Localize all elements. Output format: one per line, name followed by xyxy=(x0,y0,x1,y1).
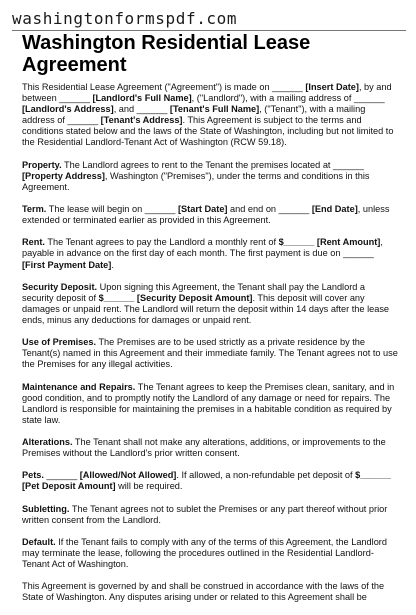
term-text-2: and end on ______ xyxy=(227,204,312,215)
document-title xyxy=(22,32,402,76)
maintenance-heading: Maintenance and Repairs. xyxy=(22,381,136,392)
rent-text-3: . xyxy=(111,259,114,270)
deposit-heading: Security Deposit. xyxy=(22,281,98,292)
rent-paragraph xyxy=(22,237,398,270)
alterations-paragraph xyxy=(22,437,398,459)
tenant-address-field: [Tenant's Address] xyxy=(100,115,183,126)
term-paragraph xyxy=(22,204,398,226)
intro-text-5: , ("Tenant"), with a mailing address of ______ xyxy=(22,104,366,126)
alterations-text-1: The Tenant shall not make any alterations, additions, or improvements to the Premises without the Landlord's prior written consent. xyxy=(22,437,386,459)
governing-law-paragraph xyxy=(22,581,398,603)
rent-text-1: The Tenant agrees to pay the Landlord a monthly rent of xyxy=(44,237,279,248)
pets-heading: Pets. xyxy=(22,470,44,481)
use-text-1: The Premises are to be used strictly as a private residence by the Tenant(s) named in this Agreement and their immediate family. The Tenant agrees not to use the Premises for any illegal activities. xyxy=(22,337,398,370)
intro-paragraph xyxy=(22,82,398,149)
deposit-text-1: Upon signing this Agreement, the Tenant shall pay the Landlord a security deposit of xyxy=(22,281,366,303)
intro-text-6: . This Agreement is subject to the terms and conditions stated below and the laws of the State of Washington, including but not limited to the Residential Landlord-Tenant Act of Washington (RCW 59.18). xyxy=(22,115,394,148)
pets-text-2: . If allowed, a non-refundable pet deposit of xyxy=(176,470,356,481)
maintenance-text-1: The Tenant agrees to keep the Premises clean, sanitary, and in good condition, and to promptly notify the Landlord of any damage or need for repairs. The Landlord is responsible for maintaining the premises in a habitable condition as required by state law. xyxy=(22,381,395,425)
landlord-name-field: [Landlord's Full Name] xyxy=(92,93,192,104)
property-text-1: The Landlord agrees to rent to the Tenant the premises located at ______ xyxy=(61,159,364,170)
end-date-field: [End Date] xyxy=(311,204,358,215)
default-paragraph xyxy=(22,537,398,570)
subletting-heading: Subletting. xyxy=(22,503,70,514)
pets-allowed-field: [Allowed/Not Allowed] xyxy=(79,470,177,481)
tenant-name-field: [Tenant's Full Name] xyxy=(169,104,260,115)
property-text-2: , Washington ("Premises"), under the terms and conditions in this Agreement. xyxy=(22,170,370,192)
title-line-2: Agreement xyxy=(22,54,127,76)
site-watermark: washingtonformspdf.com xyxy=(12,9,238,28)
alterations-heading: Alterations. xyxy=(22,437,73,447)
term-text-1: The lease will begin on ______ xyxy=(46,204,178,215)
pet-deposit-field: $______ [Pet Deposit Amount] xyxy=(22,470,391,492)
property-address-field: [Property Address] xyxy=(22,170,105,181)
intro-text-3: , ("Landlord"), with a mailing address of ______ xyxy=(191,93,385,104)
intro-text-2: , by and between ______ xyxy=(22,82,392,104)
pets-text-1: ______ xyxy=(43,470,80,481)
header-divider xyxy=(12,30,406,31)
subletting-paragraph xyxy=(22,504,398,526)
insert-date-field: [Insert Date] xyxy=(305,82,359,92)
governing-text-1: This Agreement is governed by and shall be construed in accordance with the laws of the State of Washington. Any disputes arising under or related to this Agreement shall be xyxy=(22,581,385,603)
first-payment-date-field: [First Payment Date] xyxy=(22,259,112,270)
deposit-text-2: . This deposit will cover any damages or unpaid rent. The Landlord will return the deposit within 14 days after the lease ends, minus any deductions for damages or unpaid rent. xyxy=(22,292,390,325)
use-paragraph xyxy=(22,337,398,370)
subletting-text-1: The Tenant agrees not to sublet the Premises or any part thereof without prior written consent from the Landlord. xyxy=(22,503,388,525)
deposit-paragraph xyxy=(22,282,398,326)
intro-text-4: , and ______ xyxy=(113,104,170,115)
term-text-3: , unless extended or terminated earlier as provided in this Agreement. xyxy=(22,204,390,226)
pets-text-3: will be required. xyxy=(115,481,183,492)
pets-paragraph xyxy=(22,470,398,492)
property-heading: Property. xyxy=(22,159,62,170)
default-heading: Default. xyxy=(22,536,56,547)
rent-heading: Rent. xyxy=(22,237,45,248)
rent-text-2: , payable in advance on the first day of each month. The first payment is due on ______ xyxy=(22,237,383,259)
use-heading: Use of Premises. xyxy=(22,337,97,348)
title-line-1: Washington Residential Lease xyxy=(22,32,311,54)
document-body xyxy=(22,82,398,615)
rent-amount-field: $______ [Rent Amount] xyxy=(278,237,381,248)
default-text-1: If the Tenant fails to comply with any of the terms of this Agreement, the Landlord may terminate the lease, following the procedures outlined in the Residential Landlord-Tenant Act of Washington. xyxy=(22,536,387,570)
landlord-address-field: [Landlord's Address] xyxy=(22,104,114,115)
deposit-amount-field: $______ [Security Deposit Amount] xyxy=(98,292,253,303)
maintenance-paragraph xyxy=(22,382,398,426)
start-date-field: [Start Date] xyxy=(177,204,228,215)
term-heading: Term. xyxy=(22,204,47,215)
intro-text-1: This Residential Lease Agreement ("Agreement") is made on ______ xyxy=(22,82,306,92)
property-paragraph xyxy=(22,160,398,193)
